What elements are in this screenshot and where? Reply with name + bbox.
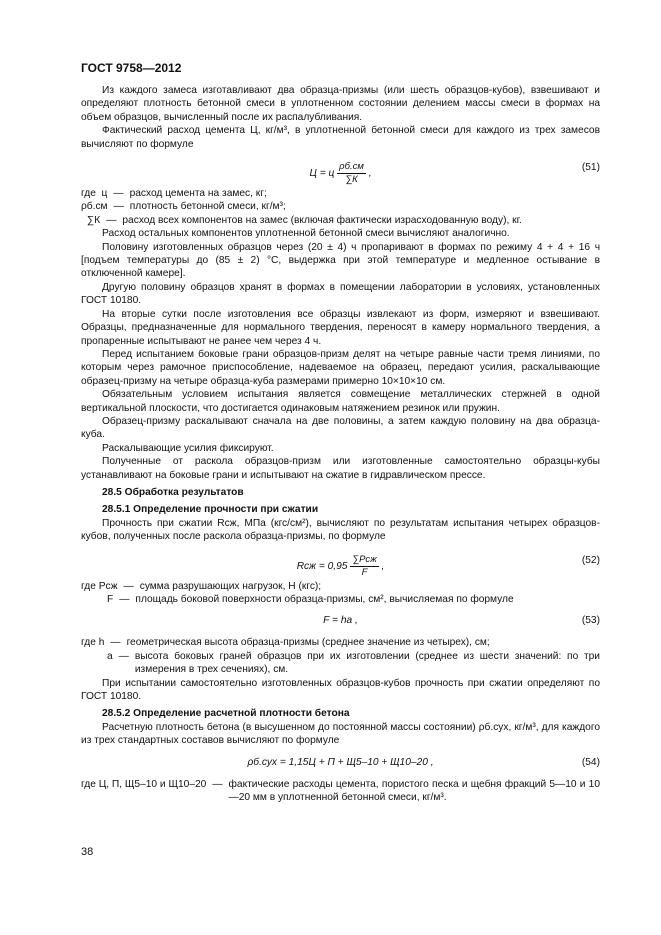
paragraph: Обязательным условием испытания является совмещение металлических стержней в одной вертикальной плоскости, что достигается одинаковым натяжением резинок или пружин. [81,389,600,414]
paragraph: Образец-призму раскалывают сначала на две половины, а затем каждую половину на два образца-куба. [81,415,600,441]
paragraph: Половину изготовленных образцов через (20 ± 4) ч пропаривают в формах по режиму 4 + 4 + 16 ч [подъем температуры до (85 ± 2) °С, выдержка при этой температуре и медленное остывание в отключенной камере]. [81,241,600,280]
def-text: высота боковых граней образцов при их изготовлении (среднее из шести значений: по три измерения в трех сечениях), см. [134,650,600,676]
definitions-51: где ц — расход цемента на замес, кг; ρб.см — плотность бетонной смеси, кг/м³; ∑К — расход всех компонентов на замес (включая фактически израсходованную воду), кг. [81,187,600,227]
paragraph: Фактический расход цемента Ц, кг/м³, в уплотненной бетонной смеси для каждого из трех замесов вычисляют по формуле [81,125,600,150]
def-symbol: где Ц, П, Щ5–10 и Щ10–20 [81,778,207,790]
def-text: сумма разрушающих нагрузок, Н (кгс); [139,580,322,592]
def-text: фактические расходы цемента, пористого песка и щебня фракций 5—10 и 10—20 мм в уплотненной бетонной смеси, кг/м³. [228,778,600,804]
page-number: 38 [81,846,94,858]
formula-number: (53) [581,615,600,627]
where-label: где [81,188,96,200]
subsection-heading: 28.5.1 Определение прочности при сжатии [102,504,319,516]
paragraph: При испытании самостоятельно изготовленных образцов-кубов прочность при сжатии определяют по ГОСТ 10180. [81,677,600,703]
document-code-header: ГОСТ 9758—2012 [81,61,182,75]
formula-tail: , [381,560,385,572]
formula-number: (52) [581,554,600,566]
paragraph: Расход остальных компонентов уплотненной бетонной смеси вычисляют аналогично. [102,228,510,240]
paragraph: Прочность при сжатии Rсж, МПа (кгс/см²), вычисляют по результатам испытания четырех образцов-кубов, полученных после раскола образца-призмы, по формуле [81,517,600,543]
def-symbol: где h [81,637,105,649]
def-symbol: где Pсж [81,580,118,592]
paragraph: Из каждого замеса изготавливают два образца-призмы (или шесть образцов-кубов), взвешивают и определяют плотность бетонной смеси в уплотненном состоянии делением массы смеси в формах на объем образцов, вычисленный после их распалубливания. [81,85,600,123]
section-heading: 28.5 Обработка результатов [102,486,244,498]
def-symbol: ∑К [87,214,101,226]
formula-fraction [337,161,366,186]
definitions-53: где h — геометрическая высота образца-призмы (среднее значение из четырех), см; a — высота боковых граней образцов при их изготовлении (среднее из шести значений: по три измерения в трех сечениях), см. [81,637,600,676]
formula-number: (51) [581,162,600,174]
paragraph: Другую половину образцов хранят в формах в помещении лаборатории в условиях, установленных ГОСТ 10180. [81,281,600,307]
def-symbol: F [107,594,114,605]
fraction-denominator: ∑К [345,174,358,186]
def-text: расход цемента на замес, кг; [129,188,267,200]
paragraph: Перед испытанием боковые грани образцов-призм делят на четыре равные части тремя линиями, по которым через рамочное приспособление, надеваемое на образец, передают усилия, раскалывающие образец-призму на четыре образца-куба размерами примерно 10×10×10 см. [81,348,600,387]
def-text: плотность бетонной смеси, кг/м³; [129,201,286,213]
formula-51 [81,151,600,187]
formula-53 [81,606,600,636]
fraction-denominator: F [361,566,368,578]
fraction-numerator: ρб.см [339,161,364,173]
def-text: расход всех компонентов на замес (включая фактически израсходованную воду), кг. [122,214,522,226]
formula-52 [81,544,600,580]
fraction-numerator: ∑Pсж [352,553,377,565]
formula-54 [81,748,600,778]
def-text: площадь боковой поверхности образца-призмы, см², вычисляемая по формуле [135,594,514,605]
formula-number: (54) [581,756,600,768]
paragraph: Раскалывающие усилия фиксируют. [102,442,274,454]
paragraph: На вторые сутки после изготовления все образцы извлекают из форм, измеряют и взвешивают. Образцы, предназначенные для нормального твердения, переносят в камеру нормального твердения, а пропаренные испытывают не ранее чем через 4 ч. [81,308,600,347]
def-text: геометрическая высота образца-призмы (среднее значение из четырех), см; [126,637,490,649]
formula-lhs: Ц = ц [309,168,335,180]
paragraph: Расчетную плотность бетона (в высушенном до постоянной массы состоянии) ρб.сух, кг/м³, для каждого из трех стандартных составов вычисляют по формуле [81,721,600,747]
subsection-heading: 28.5.2 Определение расчетной плотности бетона [102,708,350,720]
formula-fraction [350,554,378,579]
formula-lhs: Rсж = 0,95 [296,560,348,572]
formula-expression: F = ha , [323,615,358,627]
def-symbol: ц [101,188,108,200]
definitions-54: где Ц, П, Щ5–10 и Щ10–20 — фактические расходы цемента, пористого песка и щебня фракций 5—10 и 10—20 мм в уплотненной бетонной смеси, кг/м³. [81,778,600,804]
document-body [81,84,600,804]
definitions-52: где Pсж — сумма разрушающих нагрузок, Н (кгс); F — площадь боковой поверхности образца-призмы, см², вычисляемая по формуле [81,580,600,607]
formula-expression: ρб.сух = 1,15Ц + П + Щ5–10 + Щ10–20 , [247,756,434,768]
paragraph: Полученные от раскола образцов-призм или изготовленные самостоятельно образцы-кубы устанавливают на боковые грани и испытывают на сжатие в гидравлическом прессе. [81,456,600,481]
def-symbol: a [107,650,113,662]
def-symbol: ρб.см [81,201,108,213]
formula-tail: , [368,168,372,180]
